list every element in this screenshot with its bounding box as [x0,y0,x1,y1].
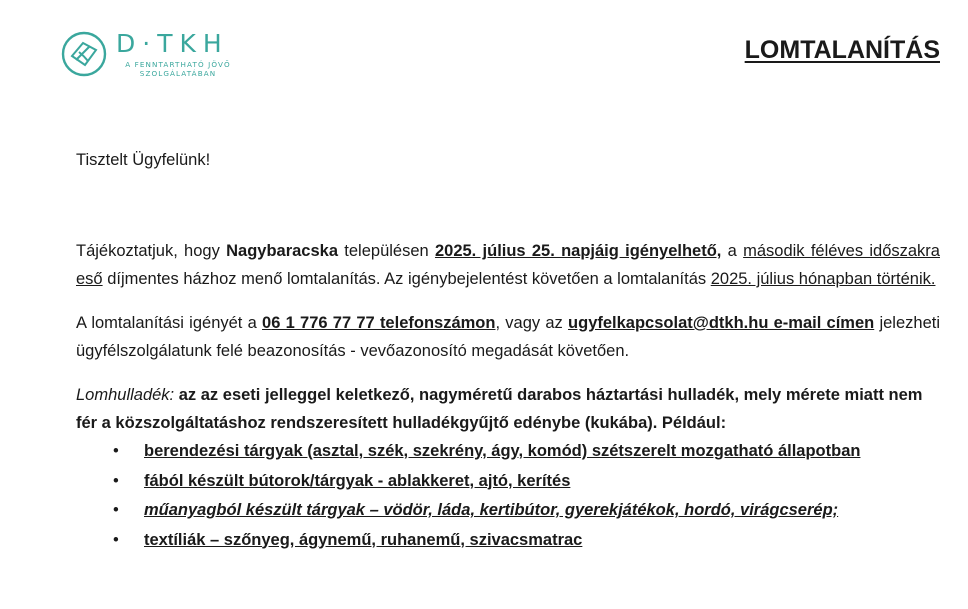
definition-term: Lomhulladék: [76,386,175,404]
para2-text-2: , vagy az [495,314,569,332]
para1-text-2: településen [338,242,435,260]
dtkh-logo-icon [60,30,108,78]
email-address: ugyfelkapcsolat@dtkh.hu e-mail címen [568,314,875,332]
phone-number: 06 1 776 77 77 telefonszámon [262,314,496,332]
logo-tagline [116,60,240,78]
list-item [76,467,940,497]
para2-text-3: jelezheti ügyfélszolgálatunk felé beazonosítás - vevőazonosító megadását követően. [76,314,941,360]
list-item [76,496,940,526]
list-item-text: textíliák – szőnyeg, ágynemű, ruhanemű, szivacsmatrac [144,530,583,549]
letter-body [76,146,940,555]
greeting: Tisztelt Ügyfelünk! [76,151,211,169]
settlement-name: Nagybaracska [226,242,339,260]
para1-text-1: Tájékoztatjuk, hogy [76,242,227,260]
definition-paragraph [76,381,940,437]
bullet-icon: • [113,530,119,549]
list-item-text: fából készült bútorok/tárgyak - ablakkeret, ajtó, kerítés [144,471,571,490]
bullet-icon: • [113,471,119,490]
company-logo [60,30,240,78]
contact-paragraph [76,309,940,365]
list-item [76,526,940,556]
collection-month: 2025. július hónapban történik. [710,270,936,288]
list-item [76,437,940,467]
logo-name: D·TKH [116,28,229,58]
para1-text-3: a [721,242,744,260]
deadline-date: 2025. július 25. napjáig igényelhető, [434,242,722,260]
bullet-icon: • [113,442,119,460]
info-paragraph [76,237,940,293]
definition-text: az az eseti jelleggel keletkező, nagyméretű darabos háztartási hulladék, mely mérete miatt nem fér a közszolgáltatáshoz rendszeresített hulladékgyűjtő edénybe (kukába). Például: [76,386,923,432]
list-item-text: berendezési tárgyak (asztal, szék, szekrény, ágy, komód) szétszerelt mozgatható állapotban [144,442,861,460]
examples-list [76,437,940,555]
logo-tagline-line1: A FENNTARTHATÓ JÖVŐ [125,59,231,69]
period-text: második féléves időszakra eső [76,242,940,288]
para2-text-1: A lomtalanítási igényét a [76,314,263,332]
bullet-icon: • [113,501,119,519]
list-item-text: műanyagból készült tárgyak – vödör, láda, kertibútor, gyerekjátékok, hordó, virágcserép; [144,501,839,519]
para1-text-4: díjmentes házhoz menő lomtalanítás. Az igénybejelentést követően a lomtalanítás [102,270,711,288]
logo-tagline-line2: SZOLGÁLATÁBAN [139,68,217,78]
document-title: LOMTALANÍTÁS [744,36,940,64]
logo-text [116,28,240,78]
